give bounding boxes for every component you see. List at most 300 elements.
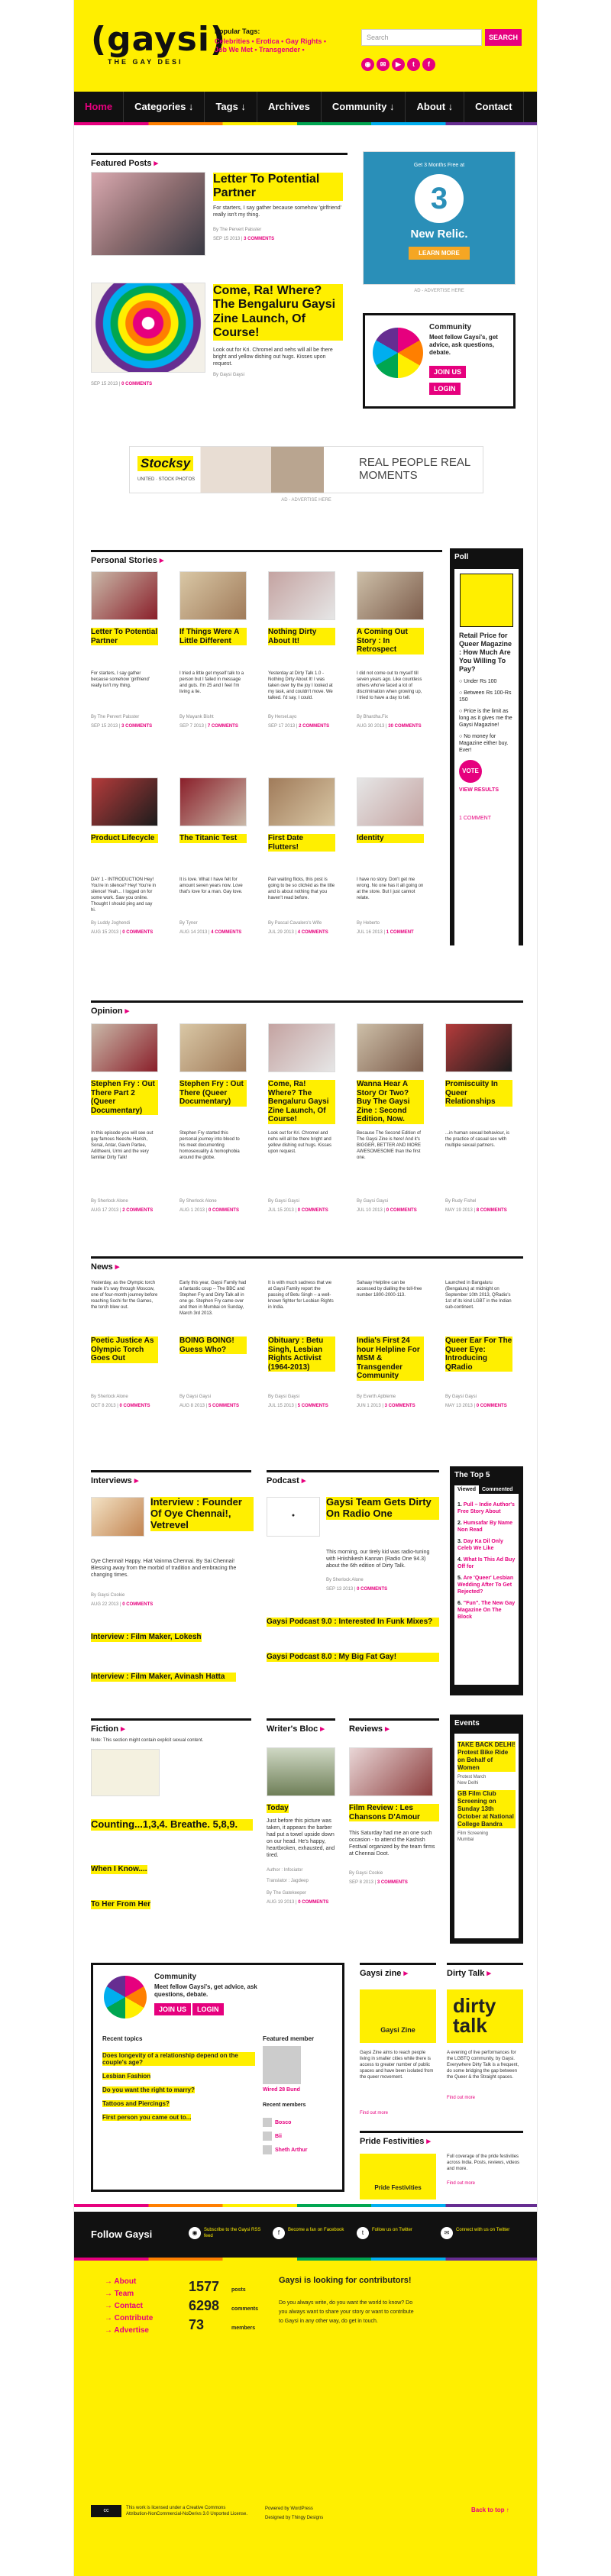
ad1-label[interactable]: AD - ADVERTISE HERE <box>414 289 464 293</box>
poll-option-label: Between Rs 100-Rs 150 <box>459 690 512 703</box>
member-item[interactable] <box>263 2132 308 2141</box>
news-meta: MAY 13 2013 | 0 COMMENTS <box>445 1404 507 1408</box>
reviews-author[interactable]: By Gaysi Cookie <box>349 1871 383 1876</box>
podcast-logo-icon[interactable]: ● <box>267 1497 320 1537</box>
personal-thumb[interactable] <box>91 777 158 826</box>
news-author[interactable]: By Gaysi Gaysi <box>445 1395 477 1399</box>
section-title-pride: Pride Festivities ▸ <box>360 2131 523 2146</box>
featured-thumb-1[interactable] <box>91 172 205 256</box>
personal-excerpt: I did not come out to myself till seven years ago. Like countless others who've faced a lot of discrimination when growing up, I tried to have a day to tell. <box>357 671 422 700</box>
community2-login-button[interactable]: LOGIN <box>192 2003 224 2015</box>
footer-social-icon[interactable]: t <box>357 2227 369 2239</box>
poll-vote-button[interactable]: VOTE <box>459 760 482 783</box>
news-meta: JUN 1 2013 | 3 COMMENTS <box>357 1404 415 1408</box>
opinion-thumb[interactable] <box>91 1023 158 1072</box>
personal-title[interactable]: A Coming Out Story : In Retrospect <box>357 628 424 655</box>
footer-nav-label[interactable]: About <box>114 2277 137 2286</box>
personal-author[interactable]: By Tyner <box>179 921 198 926</box>
podcast-meta: SEP 13 2013 | 0 COMMENTS <box>326 1587 388 1592</box>
top5-rank: 3. <box>457 1539 464 1544</box>
news-author[interactable]: By Gaysi Gaysi <box>268 1395 300 1399</box>
news-author[interactable]: By Sherlock Alone <box>91 1395 128 1399</box>
opinion-author[interactable]: By Rudy Fishel <box>445 1199 477 1204</box>
interview-comments[interactable]: 0 COMMENTS <box>122 1602 154 1607</box>
interview-more-2[interactable]: Interview : Film Maker, Avinash Hatta <box>91 1673 236 1682</box>
featured-title-2[interactable]: Come, Ra! Where? The Bengaluru Gaysi Zine Launch, Of Course! <box>213 284 343 341</box>
topic-item[interactable] <box>102 2099 255 2107</box>
topic-item[interactable] <box>102 2113 255 2121</box>
community-box <box>363 313 516 409</box>
personal-date: JUL 16 2013 <box>357 930 383 935</box>
footer-follow-bar <box>74 2212 538 2258</box>
featured-excerpt-1: For starters, I say gather because somehow 'girlfriend' really isn't my thing. <box>213 205 342 218</box>
top5-item[interactable] <box>457 1501 516 1515</box>
community2-join-button[interactable]: JOIN US <box>154 2003 191 2015</box>
topic-title[interactable]: Do you want the right to marry? <box>102 2086 195 2093</box>
opinion-date: JUL 15 2013 <box>268 1208 294 1213</box>
poll-option[interactable] <box>459 678 514 685</box>
personal-author[interactable]: By Mayank Bisht <box>179 715 214 719</box>
personal-thumb[interactable] <box>268 571 335 620</box>
site-logo[interactable] <box>91 20 227 67</box>
member-item[interactable] <box>263 2118 308 2127</box>
footer-nav-item[interactable]: → Advertise <box>105 2326 149 2335</box>
footer-nav-item[interactable]: → Contribute <box>105 2314 154 2322</box>
news-comments[interactable]: 5 COMMENTS <box>208 1404 239 1408</box>
footer-stat-label: comments <box>231 2306 259 2312</box>
personal-date: SEP 15 2013 <box>91 724 118 729</box>
ad2-brand: Stocksy <box>137 456 193 471</box>
community-logo-icon <box>373 328 423 378</box>
news-title[interactable]: BOING BOING! Guess Who? <box>179 1336 247 1354</box>
personal-thumb[interactable] <box>91 571 158 620</box>
section-title-zine: Gaysi zine ▸ <box>360 1963 436 1978</box>
personal-comments[interactable]: 4 COMMENTS <box>211 930 242 935</box>
search-button[interactable]: SEARCH <box>485 29 522 46</box>
footer-stat-label: members <box>231 2326 256 2331</box>
footer-social-icon[interactable]: f <box>273 2227 285 2239</box>
fiction-note: Note: This section might contain explicit sexual content. <box>91 1738 204 1743</box>
news-comments[interactable]: 0 COMMENTS <box>119 1404 150 1408</box>
topic-title[interactable]: Lesbian Fashion <box>102 2073 151 2080</box>
fiction-thumb[interactable] <box>91 1749 160 1796</box>
opinion-thumb[interactable] <box>445 1023 512 1072</box>
opinion-comments[interactable]: 0 COMMENTS <box>208 1208 239 1213</box>
community-text: Meet fellow Gaysi's, get advice, ask questions, debate. <box>429 334 498 356</box>
podcast-excerpt: This morning, our tirely kid was radio-tuning with Hriishikesh Kannan (Radio One 94.3) about the 6th edition of Dirty Talk. <box>326 1550 430 1569</box>
news-title[interactable]: Obituary : Betu Singh, Lesbian Rights Activist (1964-2013) <box>268 1336 335 1372</box>
top5-item[interactable] <box>457 1600 516 1621</box>
interview-more-1[interactable]: Interview : Film Maker, Lokesh <box>91 1633 202 1641</box>
personal-comments[interactable]: 1 COMMENT <box>386 930 414 935</box>
footer-social-link[interactable]: Follow us on Twitter <box>372 2228 412 2232</box>
popular-tags-label: Popular Tags: <box>215 27 260 35</box>
topic-title[interactable]: Does longevity of a relationship depend on the couple's age? <box>102 2052 255 2066</box>
event-title[interactable]: GB Film Club Screening on Sunday 13th October at National College Bandra <box>457 1790 516 1828</box>
opinion-excerpt: In this episode you will see out gay famous Neeshu Harish, Sonal, Antar, Gavin Partee, Aditheeni, Urmi and the very familiar Dirty Talk! <box>91 1131 154 1160</box>
podcast-more-2[interactable]: Gaysi Podcast 8.0 : My Big Fat Gay! <box>267 1653 439 1662</box>
poll-comment-link[interactable]: 1 COMMENT <box>459 816 491 821</box>
news-date: JUN 1 2013 <box>357 1404 381 1408</box>
writers-comments[interactable]: 0 COMMENTS <box>298 1900 329 1905</box>
nav-tags[interactable]: Tags ↓ <box>205 92 257 122</box>
podcast-main-title[interactable]: Gaysi Team Gets Dirty On Radio One <box>326 1497 439 1520</box>
news-comments[interactable]: 5 COMMENTS <box>297 1404 328 1408</box>
twitter-icon[interactable]: t <box>407 58 420 71</box>
personal-title[interactable]: If Things Were A Little Different <box>179 628 247 645</box>
ad-stocksy[interactable] <box>129 446 483 493</box>
top5-item-label[interactable]: "Fun". The New Gay Magazine On The Block <box>457 1601 516 1620</box>
section-title-personal: Personal Stories ▸ <box>91 550 442 565</box>
footer-nav-label[interactable]: Advertise <box>114 2326 149 2335</box>
ad2-headline: REAL PEOPLE REAL MOMENTS <box>359 456 470 482</box>
footer-social-icon[interactable]: ✉ <box>441 2227 453 2239</box>
popular-tags-list[interactable]: Celebrities • Erotica • Gay Rights • Job We Met • Transgender • <box>215 37 326 53</box>
zine-logo[interactable]: Gaysi Zine <box>360 1989 436 2043</box>
rss-icon[interactable]: ◉ <box>361 58 374 71</box>
event-place: New Delhi <box>457 1781 479 1786</box>
writers-thumb[interactable] <box>267 1747 335 1796</box>
community-box-2 <box>91 1963 344 2192</box>
topic-title[interactable]: First person you came out to... <box>102 2114 192 2121</box>
topic-item[interactable] <box>102 2072 255 2080</box>
opinion-title[interactable]: Stephen Fry : Out There (Queer Documentary) <box>179 1080 247 1107</box>
community-title: Community <box>429 323 471 331</box>
member-item[interactable] <box>263 2145 308 2154</box>
poll-option[interactable] <box>459 690 514 703</box>
interview-excerpt: Oye Chennai! Happy. Hiat Vainma Chennai. By Sai Chennai! Blessing away from the morbid of tradition and embracing the changing times. <box>91 1559 237 1578</box>
reviews-main-title[interactable]: Film Review : Les Chansons D'Amour <box>349 1804 439 1821</box>
writers-by[interactable]: By The Gatekeeper <box>267 1891 306 1896</box>
featured-title-1[interactable]: Letter To Potential Partner <box>213 173 343 201</box>
personal-comments[interactable]: 0 COMMENTS <box>122 930 154 935</box>
personal-thumb[interactable] <box>179 777 247 826</box>
nav-contact[interactable]: Contact <box>464 92 523 122</box>
top5-item-label[interactable]: Are 'Queer' Lesbian Wedding After To Get Rejected? <box>457 1576 514 1595</box>
nav-categories[interactable]: Categories ↓ <box>124 92 205 122</box>
personal-author[interactable]: By Hersel.ayo <box>268 715 297 719</box>
footer <box>74 2212 538 2576</box>
podcast-more-1[interactable]: Gaysi Podcast 9.0 : Interested In Funk Mixes? <box>267 1618 439 1627</box>
featured-member-avatar[interactable] <box>263 2046 301 2084</box>
opinion-author[interactable]: By Sherlock Alone <box>179 1199 217 1204</box>
footer-nav-item[interactable]: → Team <box>105 2290 134 2298</box>
poll-radio-icon[interactable]: ○ <box>459 690 464 696</box>
opinion-date: JUL 10 2013 <box>357 1208 383 1213</box>
pride-logo[interactable]: Pride Festivities <box>360 2154 436 2199</box>
podcast-comments[interactable]: 0 COMMENTS <box>357 1587 388 1592</box>
opinion-comments[interactable]: 0 COMMENTS <box>386 1208 417 1213</box>
poll-option[interactable] <box>459 708 514 729</box>
dirty-more-link[interactable]: Find out more <box>447 2096 476 2100</box>
footer-stats <box>189 2276 258 2333</box>
opinion-author[interactable]: By Sherlock Alone <box>91 1199 128 1204</box>
writers-main-title[interactable]: Today <box>267 1804 289 1812</box>
event-place: Mumbai <box>457 1837 474 1842</box>
nav-about[interactable]: About ↓ <box>406 92 464 122</box>
ad2-label[interactable]: AD - ADVERTISE HERE <box>281 498 331 503</box>
interview-author[interactable]: By Gaysi Cookie <box>91 1593 125 1598</box>
news-excerpt: It is with much sadness that we at Gaysi Family report the passing of Betu Singh – a well-known fighter for Lesbian Rights in India. <box>268 1281 334 1310</box>
member-name[interactable]: Bosco <box>275 2119 292 2125</box>
community2-title: Community <box>154 1973 196 1981</box>
news-meta: JUL 15 2013 | 5 COMMENTS <box>268 1404 328 1408</box>
personal-comments[interactable]: 7 COMMENTS <box>207 724 238 729</box>
top5-item-label[interactable]: What Is This Ad Buy Off for <box>457 1557 516 1569</box>
footer-designed[interactable]: Designed by Thingy Designs <box>265 2516 324 2520</box>
featured-comments-2[interactable]: 0 COMMENTS <box>121 382 153 386</box>
personal-author[interactable]: By Luddy Joghendi <box>91 921 131 926</box>
personal-thumb[interactable] <box>179 571 247 620</box>
reviews-thumb[interactable] <box>349 1747 433 1796</box>
personal-date: AUG 15 2013 <box>91 930 119 935</box>
personal-meta: SEP 17 2013 | 2 COMMENTS <box>268 724 330 729</box>
poll-option-label: No money for Magazine either buy. Ever! <box>459 734 509 753</box>
writers-excerpt: Just before this picture was taken, it appears the barber had put a towel upside down on our head. He's happy, heartbroken, exhausted, and tired. <box>267 1818 335 1858</box>
personal-title[interactable]: Letter To Potential Partner <box>91 628 158 645</box>
ad1-cta[interactable]: LEARN MORE <box>409 247 470 260</box>
news-author[interactable]: By Gaysi Gaysi <box>179 1395 212 1399</box>
personal-title[interactable]: Nothing Dirty About It! <box>268 628 335 645</box>
personal-date: SEP 17 2013 <box>268 724 296 729</box>
ad2-sub: UNITED · STOCK PHOTOS <box>137 477 196 482</box>
back-to-top-link[interactable]: Back to top ↑ <box>471 2507 509 2513</box>
featured-comments-1[interactable]: 3 COMMENTS <box>244 237 275 241</box>
ad1-top: Get 3 Months Free at <box>413 163 465 168</box>
fiction-more-2[interactable]: To Her From Her <box>91 1900 151 1909</box>
personal-thumb[interactable] <box>357 777 424 826</box>
facebook-icon[interactable]: f <box>422 58 435 71</box>
poll-radio-icon[interactable]: ○ <box>459 734 464 739</box>
personal-title[interactable]: Product Lifecycle <box>91 834 158 843</box>
nav-community[interactable]: Community ↓ <box>322 92 406 122</box>
footer-stat <box>189 2298 258 2314</box>
footer-follow-title: Follow Gaysi <box>91 2229 153 2240</box>
community2-text: Meet fellow Gaysi's, get advice, ask questions, debate. <box>154 1983 257 1998</box>
member-name[interactable]: Sheth Arthur <box>275 2147 308 2153</box>
poll-radio-icon[interactable]: ○ <box>459 709 464 714</box>
personal-meta: AUG 30 2013 | 30 COMMENTS <box>357 724 422 729</box>
ad-new-relic[interactable] <box>363 151 516 285</box>
page <box>73 0 538 2576</box>
interview-thumb[interactable] <box>91 1497 144 1537</box>
poll-option-label: Price is the limit as long as it gives me the Gaysi Magazine! <box>459 709 512 728</box>
pride-more-link[interactable]: Find out more <box>447 2181 476 2186</box>
personal-author[interactable]: By Bhardha.Fix <box>357 715 389 719</box>
fiction-more-1[interactable]: When I Know.... <box>91 1865 147 1873</box>
poll-question: Retail Price for Queer Magazine : How Much Are You Willing To Pay? <box>459 632 512 673</box>
zine-text: Gaysi Zine aims to reach people living in smaller cities while there is access to greater number of public spaces and have been isolated from the queer movement. <box>360 2051 434 2080</box>
member-avatar[interactable] <box>263 2145 272 2154</box>
opinion-title[interactable]: Come, Ra! Where? The Bengaluru Gaysi Zine Launch, Of Course! <box>268 1080 335 1124</box>
cc-license-icon[interactable]: cc <box>91 2505 121 2517</box>
poll-radio-icon[interactable]: ○ <box>459 679 464 684</box>
podcast-author[interactable]: By Sherlock Alone <box>326 1578 364 1582</box>
featured-excerpt-2: Look out for Kri. Chromel and nehs will all be there bright and yellow dishing out hugs. Kisses upon request. <box>213 347 333 367</box>
nav-home[interactable]: Home <box>74 92 124 122</box>
news-title[interactable]: Poetic Justice As Olympic Torch Goes Out <box>91 1336 158 1363</box>
footer-license[interactable]: This work is licensed under a Creative Commons Attribution-NonCommercial-NoDerivs 3.0 Unported License. <box>126 2506 248 2516</box>
personal-comments[interactable]: 2 COMMENTS <box>299 724 330 729</box>
news-comments[interactable]: 3 COMMENTS <box>384 1404 415 1408</box>
top5-rank: 5. <box>457 1576 464 1581</box>
poll-option[interactable] <box>459 733 514 754</box>
events-list <box>454 1734 519 1938</box>
opinion-excerpt: ...in human sexual behaviour, is the practice of casual sex with multiple sexual partners. <box>445 1131 510 1148</box>
news-date: JUL 15 2013 <box>268 1404 294 1408</box>
header <box>74 0 538 92</box>
top5-rank: 4. <box>457 1557 464 1563</box>
footer-stat-label: posts <box>231 2287 246 2293</box>
top5-tab-commented[interactable]: Commented <box>482 1487 513 1492</box>
footer-stat <box>189 2279 258 2295</box>
top5-rank: 6. <box>457 1601 464 1606</box>
news-excerpt: Early this year, Gaysi Family had a fantastic coup -- The BBC and Stephen Fry and Dirty Talk all in one go. Stephen Fry came over and then in Mumbai on Sunday, March 3rd 2013. <box>179 1281 247 1316</box>
news-meta: AUG 8 2013 | 5 COMMENTS <box>179 1404 239 1408</box>
opinion-title[interactable]: Promiscuity In Queer Relationships <box>445 1080 512 1107</box>
personal-excerpt: DAY 1 - INTRODUCTION Hey! You're in silence? Hey! You're in silence! Yeah... I logged on for some work. Saw you online. Thought I should ping and say hi. <box>91 878 157 913</box>
footer-social-link[interactable]: Subscribe to the Gaysi RSS feed <box>204 2228 261 2238</box>
news-meta: OCT 8 2013 | 0 COMMENTS <box>91 1404 150 1408</box>
topic-item[interactable] <box>102 2086 255 2093</box>
top5-item-label[interactable]: Humsafar By Name Non Read <box>457 1521 512 1533</box>
interview-date: AUG 22 2013 <box>91 1602 119 1607</box>
personal-thumb[interactable] <box>357 571 424 620</box>
top5-item[interactable] <box>457 1575 516 1595</box>
opinion-excerpt: Because The Second Edition of The Gaysi Zine is here! And it's BIGGER, BETTER AND MORE AWESOMESOME than the first one. <box>357 1131 422 1160</box>
podcast-date: SEP 13 2013 <box>326 1587 354 1592</box>
personal-comments[interactable]: 4 COMMENTS <box>297 930 328 935</box>
news-date: MAY 13 2013 <box>445 1404 473 1408</box>
featured-thumb-2[interactable] <box>91 283 205 373</box>
personal-author[interactable]: By Heberto <box>357 921 380 926</box>
opinion-excerpt: Look out for Kri. Chromel and nehs will all be there bright and yellow dishing out hugs. Kisses upon request. <box>268 1131 332 1154</box>
opinion-meta: JUL 15 2013 | 0 COMMENTS <box>268 1208 328 1213</box>
personal-title[interactable]: The Titanic Test <box>179 834 247 843</box>
poll-results-link[interactable]: VIEW RESULTS <box>459 787 499 793</box>
mail-icon[interactable]: ✉ <box>377 58 390 71</box>
personal-thumb[interactable] <box>268 777 335 826</box>
personal-comments[interactable]: 3 COMMENTS <box>121 724 153 729</box>
topic-title[interactable]: Tattoos and Piercings? <box>102 2100 170 2107</box>
fiction-main-title[interactable]: Counting...1,3,4. Breathe. 5,8,9. <box>91 1819 253 1831</box>
featured-date-2: SEP 15 2013 | 0 COMMENTS <box>91 382 153 386</box>
top5-item[interactable] <box>457 1538 516 1552</box>
top5-tab-viewed[interactable]: Viewed <box>454 1485 479 1494</box>
footer-nav-item[interactable]: → About <box>105 2277 137 2286</box>
news-excerpt: Yesterday, as the Olympic torch made it's way through Moscow, one of four-month journey before reaching Sochi for the Games, the torch blew out. <box>91 1281 158 1310</box>
footer-nav-item[interactable]: → Contact <box>105 2302 144 2310</box>
personal-comments[interactable]: 30 COMMENTS <box>388 724 422 729</box>
opinion-excerpt: Stephen Fry started this personal journey into blood to his meet documenting homosexuality & homophobia around the globe. <box>179 1131 240 1160</box>
footer-nav-label[interactable]: Contact <box>114 2302 144 2310</box>
community-join-button[interactable]: JOIN US <box>429 366 466 378</box>
opinion-thumb[interactable] <box>268 1023 335 1072</box>
personal-title[interactable]: First Date Flutters! <box>268 834 335 852</box>
featured-author-1[interactable]: By The Pervert Palsster <box>213 228 262 232</box>
opinion-title[interactable]: Wanna Hear A Story Or Two? Buy The Gaysi Zine : Second Edition, Now. <box>357 1080 424 1124</box>
personal-author[interactable]: By The Pervert Palsster <box>91 715 140 719</box>
opinion-comments[interactable]: 0 COMMENTS <box>297 1208 328 1213</box>
footer-social-link[interactable]: Become a fan on Facebook <box>288 2228 344 2232</box>
reviews-comments[interactable]: 3 COMMENTS <box>377 1880 408 1885</box>
dirty-text: A evening of live performances for the LGBTQ community, by Gaysi. Everywhere Dirty Talk is a frequent, do some bridging the gap between the Queer & the Straight spaces. <box>447 2051 519 2080</box>
personal-title[interactable]: Identity <box>357 834 424 843</box>
member-name[interactable]: Bii <box>275 2133 282 2139</box>
news-title[interactable]: India's First 24 hour Helpline For MSM & Transgender Community <box>357 1336 424 1381</box>
event-title[interactable]: TAKE BACK DELHI! Protest Bike Ride on Behalf of Women <box>457 1741 516 1771</box>
top5-item[interactable] <box>457 1556 516 1570</box>
writers-translator: Translator : Jagdeep <box>267 1879 309 1883</box>
interview-main-title[interactable]: Interview : Founder Of Oye Chennai!, Vetrevel <box>150 1497 254 1531</box>
footer-powered[interactable]: Powered by WordPress <box>265 2507 313 2511</box>
zine-more-link[interactable]: Find out more <box>360 2111 389 2115</box>
footer-contrib-title: Gaysi is looking for contributors! <box>279 2276 412 2285</box>
opinion-comments[interactable]: 2 COMMENTS <box>122 1208 154 1213</box>
section-title-podcast: Podcast ▸ <box>267 1470 439 1485</box>
footer-nav-label[interactable]: Team <box>114 2290 134 2298</box>
youtube-icon[interactable]: ▶ <box>392 58 405 71</box>
search-input[interactable]: Search <box>361 29 482 46</box>
member-avatar[interactable] <box>263 2118 272 2127</box>
pride-text: Full coverage of the pride festivities across India. Posts, reviews, videos and more. <box>447 2154 520 2171</box>
ad1-number: 3 <box>415 174 464 223</box>
footer-social-link[interactable]: Connect with us on Twitter <box>456 2228 510 2232</box>
reviews-excerpt: This Saturday had me an one such occasion - to attend the Kashish Festival organized by the team firms at Chennai Doot. <box>349 1831 435 1857</box>
recent-topics-list <box>102 2046 255 2121</box>
opinion-author[interactable]: By Gaysi Gaysi <box>357 1199 389 1204</box>
nav-archives[interactable]: Archives <box>257 92 322 122</box>
personal-date: AUG 30 2013 <box>357 724 385 729</box>
top5-item-label[interactable]: Day Ka Dil Only Celeb We Like <box>457 1539 503 1551</box>
featured-author-2[interactable]: By Gaysi Gaysi <box>213 373 245 377</box>
footer-social-icon[interactable]: ◉ <box>189 2227 201 2239</box>
footer-nav <box>105 2276 153 2337</box>
footer-nav-label[interactable]: Contribute <box>114 2314 154 2322</box>
top5-rank: 2. <box>457 1521 464 1526</box>
section-title-writers: Writer's Bloc ▸ <box>267 1718 335 1734</box>
opinion-author[interactable]: By Gaysi Gaysi <box>268 1199 300 1204</box>
news-comments[interactable]: 0 COMMENTS <box>476 1404 507 1408</box>
news-excerpt: Launched in Bangaluru (Bengaluru) at midnight on September 10th 2013, QRadio's 1st of its kind LGBT in the Indian sub-continent. <box>445 1281 512 1310</box>
personal-excerpt: Yesterday at Dirty Talk 1.0 - Nothing Dirty About It! I was taken over by the joy I looked at my task, and couldn't move. We talked. I'd say, I could. <box>268 671 333 700</box>
event-tag: Protest March <box>457 1775 487 1779</box>
opinion-meta: MAY 19 2013 | 8 COMMENTS <box>445 1208 507 1213</box>
top5-item[interactable] <box>457 1520 516 1534</box>
topic-item[interactable] <box>102 2052 255 2066</box>
opinion-thumb[interactable] <box>357 1023 424 1072</box>
footer-stat-number: 1577 <box>189 2279 220 2294</box>
dirty-logo[interactable]: dirty talk <box>447 1989 523 2043</box>
personal-meta: SEP 7 2013 | 7 COMMENTS <box>179 724 238 729</box>
personal-author[interactable]: By Pascal Cavalero's Wife <box>268 921 322 926</box>
community2-logo-icon <box>104 1976 147 2018</box>
community-login-button[interactable]: LOGIN <box>429 383 461 395</box>
news-author[interactable]: By Everth Apbleme <box>357 1395 396 1399</box>
news-title[interactable]: Queer Ear For The Queer Eye: Introducing QRadio <box>445 1336 512 1372</box>
featured-member-name[interactable]: Wired 28 Bund <box>263 2087 300 2093</box>
section-title-dirty: Dirty Talk ▸ <box>447 1963 523 1978</box>
events-box <box>450 1715 523 1944</box>
personal-date: SEP 7 2013 <box>179 724 204 729</box>
opinion-thumb[interactable] <box>179 1023 247 1072</box>
writers-date: AUG 19 2013 <box>267 1900 295 1905</box>
opinion-title[interactable]: Stephen Fry : Out There Part 2 (Queer Documentary) <box>91 1080 158 1115</box>
personal-meta: AUG 15 2013 | 0 COMMENTS <box>91 930 154 935</box>
opinion-comments[interactable]: 8 COMMENTS <box>476 1208 507 1213</box>
member-avatar[interactable] <box>263 2132 272 2141</box>
top5-item-label[interactable]: Pull – Indie Author's Free Story About <box>457 1502 515 1514</box>
